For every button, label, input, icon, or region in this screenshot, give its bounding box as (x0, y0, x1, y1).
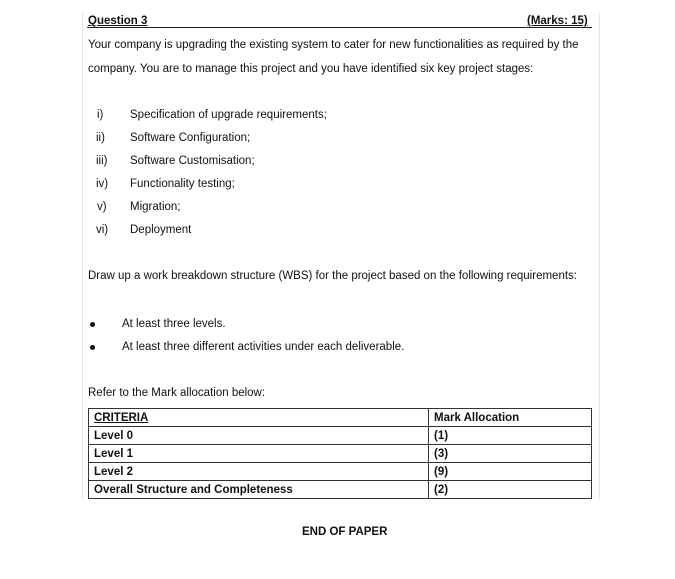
bullet-icon (90, 322, 95, 327)
intro-line-2: company. You are to manage this project and you have identified six key project stages: (88, 63, 534, 75)
intro-line-1: Your company is upgrading the existing system to cater for new functionalities as required by the (88, 39, 579, 51)
stage-text: Software Customisation; (130, 155, 255, 167)
title-rule (87, 27, 592, 28)
allocation-header: Mark Allocation (429, 409, 592, 427)
stage-number: vi) (96, 224, 109, 236)
criteria-cell: Overall Structure and Completeness (89, 481, 429, 499)
end-of-paper: END OF PAPER (302, 526, 388, 538)
stage-text: Software Configuration; (130, 132, 251, 144)
requirement-item: At least three different activities under each deliverable. (122, 341, 405, 353)
stage-number: iii) (96, 155, 108, 167)
stage-number: v) (97, 201, 107, 213)
table-header-row (89, 409, 592, 427)
table-row (89, 463, 592, 481)
question-marks: (Marks: 15) (527, 15, 588, 27)
criteria-cell: Level 0 (89, 427, 429, 445)
mark-cell: (9) (429, 463, 592, 481)
stage-text: Deployment (130, 224, 192, 236)
stage-number: iv) (96, 178, 109, 190)
stage-number: i) (97, 109, 104, 121)
stage-text: Migration; (130, 201, 181, 213)
mark-cell: (1) (429, 427, 592, 445)
bullet-icon (90, 345, 95, 350)
stage-text: Specification of upgrade requirements; (130, 109, 327, 121)
mark-cell: (3) (429, 445, 592, 463)
stage-text: Functionality testing; (130, 178, 235, 190)
criteria-cell: Level 2 (89, 463, 429, 481)
instruction-text: Draw up a work breakdown structure (WBS) for the project based on the following requirements: (88, 270, 577, 282)
table-row (89, 481, 592, 499)
criteria-header: CRITERIA (89, 409, 429, 427)
criteria-cell: Level 1 (89, 445, 429, 463)
requirement-item: At least three levels. (122, 318, 226, 330)
mark-allocation-table (88, 408, 592, 499)
mark-cell: (2) (429, 481, 592, 499)
table-row (89, 445, 592, 463)
table-row (89, 427, 592, 445)
question-title: Question 3 (88, 15, 148, 27)
stage-number: ii) (96, 132, 105, 144)
refer-text: Refer to the Mark allocation below: (88, 387, 266, 399)
